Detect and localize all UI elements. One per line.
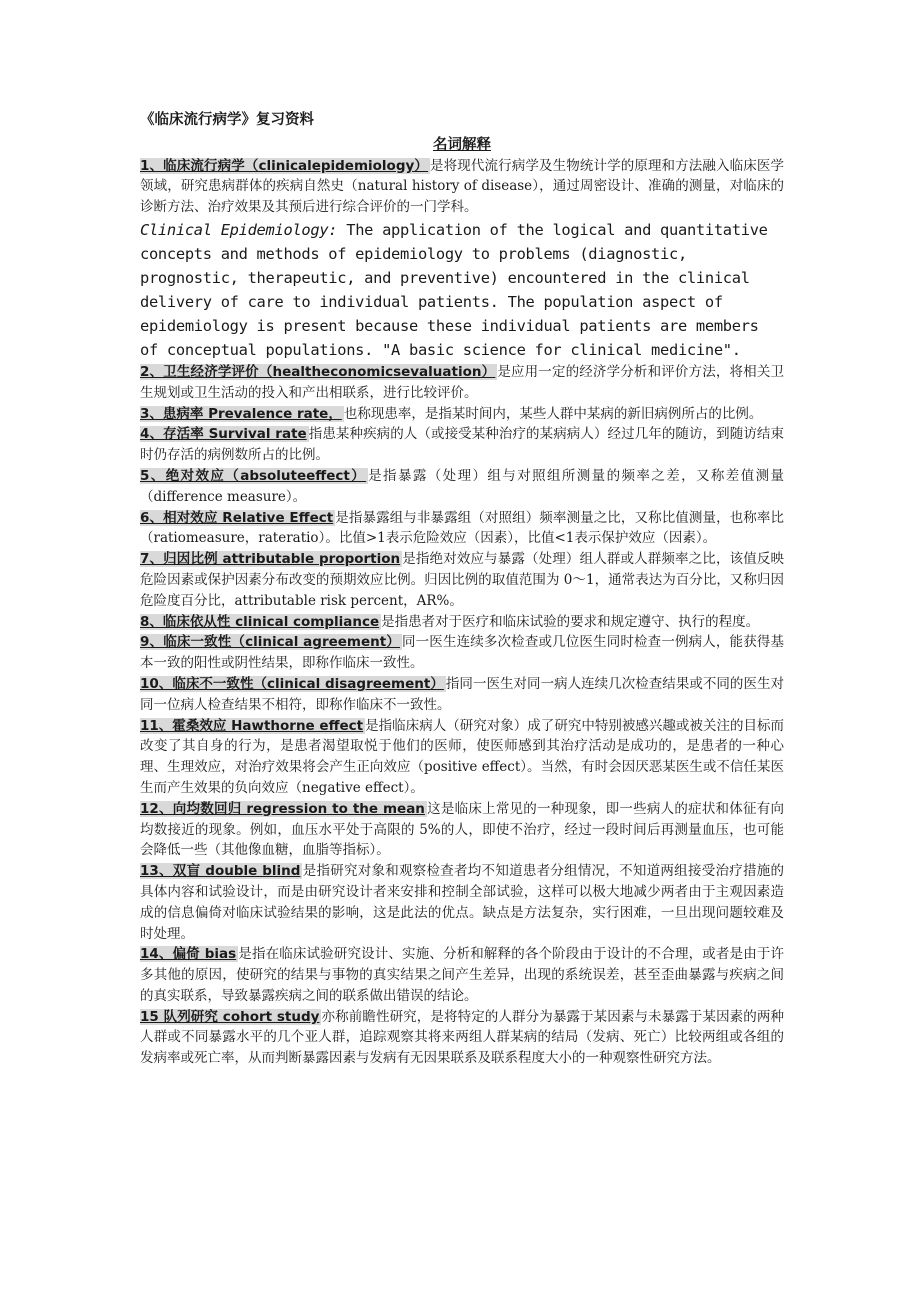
entry-definition: 是指绝对效应与暴露（处理）组人群或人群频率之比，该值反映危险因素或保护因素分布改变的预期效应比例。归因比例的取值范围为 0～1，通常表达为百分比，又称归因危险度百分比，attributable risk percent，AR%。 xyxy=(140,551,784,609)
glossary-entry-2 xyxy=(140,362,784,404)
entry-term: 4、存活率 Survival rate xyxy=(140,426,307,443)
english-definition-lead: Clinical Epidemiology: xyxy=(140,220,338,239)
entry-term: 15 队列研究 cohort study xyxy=(140,1008,320,1025)
entry-term: 6、相对效应 Relative Effect xyxy=(140,509,334,526)
document-title: 《临床流行病学》复习资料 xyxy=(140,112,314,128)
glossary-entry-3 xyxy=(140,404,784,425)
glossary-entry-12 xyxy=(140,799,784,861)
entry-term: 5、绝对效应（absoluteeffect） xyxy=(140,467,367,484)
glossary-entry-1 xyxy=(140,156,784,218)
glossary-entry-11 xyxy=(140,716,784,799)
entry-definition: 是指暴露组与非暴露组（对照组）频率测量之比，又称比值测量，也称率比（ratiomeasure，rateratio）。比值>1表示危险效应（因素），比值<1表示保护效应（因素）。 xyxy=(140,509,785,547)
entry-term: 7、归因比例 attributable proportion xyxy=(140,551,401,568)
glossary-entry-13 xyxy=(140,861,784,944)
glossary-entry-6 xyxy=(140,508,784,550)
entry-term: 13、双盲 double blind xyxy=(140,863,301,880)
entry-definition: 是指临床病人（研究对象）成了研究中特别被感兴趣或被关注的目标而改变了其自身的行为，是患者渴望取悦于他们的医师，使医师感到其治疗活动是成功的，是患者的一种心理、生理效应，对治疗效果将会产生正向效应（positive effect）。当然，有时会因厌恶某医生或不信任某医生而产生效果的负向效应（negative effect）。 xyxy=(140,717,784,796)
entry-definition: 是应用一定的经济学分析和评价方法，将相关卫生规划或卫生活动的投入和产出相联系，进行比较评价。 xyxy=(140,363,784,401)
entry-definition: 指患某种疾病的人（或接受某种治疗的某病病人）经过几年的随访，到随访结束时仍存活的病例数所占的比例。 xyxy=(140,426,784,464)
glossary-entry-15 xyxy=(140,1007,784,1069)
glossary-entry-14 xyxy=(140,944,784,1006)
entry-term: 12、向均数回归 regression to the mean xyxy=(140,800,425,817)
glossary-entry-7 xyxy=(140,549,784,611)
glossary-entry-9 xyxy=(140,632,784,674)
entry-definition: 是指暴露（处理）组与对照组所测量的频率之差，又称差值测量（difference measure）。 xyxy=(140,467,785,505)
entry-definition: 指同一医生对同一病人连续几次检查结果或不同的医生对同一位病人检查结果不相符，即称作临床不一致性。 xyxy=(140,675,784,713)
document-page xyxy=(140,110,784,1069)
entry-term: 10、临床不一致性（clinical disagreement） xyxy=(140,675,444,692)
english-definition-body: The application of the logical and quantitative concepts and methods of epidemiology to problems (diagnostic, prognostic, therapeutic, and preventive) encountered in the clinical delivery of care to individual patients. The population aspect of epidemiology is present because these individual patients are members of conceptual populations. "A basic science for clinical medicine". xyxy=(140,220,768,359)
entry-term: 8、临床依从性 clinical compliance xyxy=(140,613,380,630)
entry-term: 14、偏倚 bias xyxy=(140,946,237,963)
glossary-entry-10 xyxy=(140,674,784,716)
glossary-entry-4 xyxy=(140,424,784,466)
entry-definition: 亦称前瞻性研究，是将特定的人群分为暴露于某因素与未暴露于某因素的两种人群或不同暴露水平的几个亚人群，追踪观察其将来两组人群某病的结局（发病、死亡）比较两组或各组的发病率或死亡率，从而判断暴露因素与发病有无因果联系及联系程度大小的一种观察性研究方法。 xyxy=(140,1008,784,1067)
entry-definition: 是指研究对象和观察检查者均不知道患者分组情况，不知道两组接受治疗措施的具体内容和试验设计，而是由研究设计者来安排和控制全部试验，这样可以极大地减少两者由于主观因素造成的信息偏倚对临床试验结果的影响，这是此法的优点。缺点是方法复杂，实行困难，一旦出现问题较难及时处理。 xyxy=(140,863,784,942)
entry-term: 2、卫生经济学评价（healtheconomicsevaluation） xyxy=(140,363,496,380)
section-title: 名词解释 xyxy=(433,136,491,153)
entry-term: 11、霍桑效应 Hawthorne effect xyxy=(140,717,364,734)
entry-definition: 是将现代流行病学及生物统计学的原理和方法融入临床医学领域，研究患病群体的疾病自然史（natural history of disease），通过周密设计、准确的测量，对临床的诊断方法、治疗效果及其预后进行综合评价的一门学科。 xyxy=(140,157,785,216)
entry-term: 1、临床流行病学（clinicalepidemiology） xyxy=(140,157,429,174)
entry-definition: 同一医生连续多次检查或几位医生同时检查一例病人，能获得基本一致的阳性或阴性结果，即称作临床一致性。 xyxy=(140,634,785,672)
entry-term: 3、患病率 Prevalence rate， xyxy=(140,405,342,422)
glossary-entry-5 xyxy=(140,466,784,508)
english-definition xyxy=(140,218,784,362)
glossary-entry-8 xyxy=(140,612,784,633)
entry-definition: 这是临床上常见的一种现象，即一些病人的症状和体征有向均数接近的现象。例如，血压水平处于高限的 5%的人，即使不治疗，经过一段时间后再测量血压，也可能会降低一些（其他像血糖，血脂等指标）。 xyxy=(140,800,784,859)
entry-definition: 也称现患率，是指某时间内，某些人群中某病的新旧病例所占的比例。 xyxy=(343,405,763,422)
entry-definition: 是指患者对于医疗和临床试验的要求和规定遵守、执行的程度。 xyxy=(381,613,760,630)
entry-definition: 是指在临床试验研究设计、实施、分析和解释的各个阶段由于设计的不合理，或者是由于许多其他的原因，使研究的结果与事物的真实结果之间产生差异，出现的系统误差，甚至歪曲暴露与疾病之间的真实联系，导致暴露疾病之间的联系做出错误的结论。 xyxy=(140,946,784,1004)
entry-term: 9、临床一致性（clinical agreement） xyxy=(140,634,400,651)
